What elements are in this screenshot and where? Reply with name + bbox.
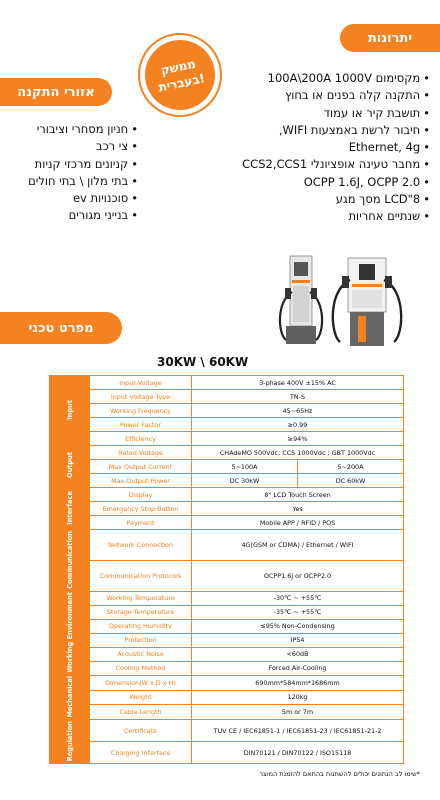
spec-title: 30KW \ 60KW <box>157 355 249 369</box>
spec-label: Certificate <box>90 720 192 742</box>
table-row <box>50 530 404 561</box>
spec-heading: מפרט טכני <box>0 312 122 344</box>
spec-label: Network Connection <box>90 530 192 561</box>
spec-label: Rated Voltage <box>90 446 192 460</box>
table-row <box>50 720 404 742</box>
spec-value: 120kg <box>192 690 404 705</box>
spec-label: Emergency Stop Button <box>90 502 192 516</box>
areas-list <box>8 121 138 225</box>
spec-value: CHAdeMO 500Vdc; CCS 1000Vdc ; GBT 1000Vdc <box>192 446 404 460</box>
table-row <box>50 418 404 432</box>
list-item: • קניונים מרכזי קניות <box>8 156 138 173</box>
table-row <box>50 633 404 647</box>
spec-value: 5m or 7m <box>192 705 404 720</box>
spec-label: Power Factor <box>90 418 192 432</box>
spec-label: Max Output Power <box>90 474 192 488</box>
spec-label: Communication Protocols <box>90 561 192 592</box>
table-row <box>50 605 404 619</box>
list-item: • התקנה קלה בפנים או בחוץ <box>230 87 430 104</box>
hebrew-interface-badge <box>138 33 222 117</box>
list-item: • סוכנויות ev <box>8 190 138 207</box>
list-item: • חיבור לרשת באמצעות WIFI, <box>230 122 430 139</box>
spec-label: Efficiency <box>90 432 192 446</box>
spec-label: Input Voltage <box>90 376 192 390</box>
table-row <box>50 561 404 592</box>
table-row <box>50 705 404 720</box>
table-row <box>50 661 404 675</box>
spec-label: Cooling Method <box>90 661 192 675</box>
charger-60kw-image <box>322 254 412 348</box>
spec-label: Working Temperature <box>90 592 192 606</box>
spec-value: IP54 <box>192 633 404 647</box>
spec-value: 8" LCD Touch Screen <box>192 488 404 502</box>
list-item: • Ethernet, 4g <box>230 139 430 156</box>
table-row <box>50 404 404 418</box>
spec-value: <60dB <box>192 647 404 661</box>
spec-label: Input Voltage Type <box>90 390 192 404</box>
spec-value: 3-phase 400V ±15% AC <box>192 376 404 390</box>
spec-label: Working Frequency <box>90 404 192 418</box>
list-item: • צי רכב <box>8 138 138 155</box>
list-item: • תושבת קיר או עמוד <box>230 105 430 122</box>
spec-label: Acoustic Noise <box>90 647 192 661</box>
table-row <box>50 675 404 690</box>
spec-value: 5~100A <box>192 460 298 474</box>
list-item: • שנתיים אחריות <box>230 208 430 225</box>
table-row <box>50 647 404 661</box>
spec-value: DC 60kW <box>298 474 404 488</box>
spec-value: Mobile APP / RFID / POS <box>192 516 404 530</box>
spec-value: 4G(GSM or CDMA) / Ethernet / WIFI <box>192 530 404 561</box>
spec-label: Operating Humidity <box>90 619 192 633</box>
table-row <box>50 432 404 446</box>
table-row <box>50 376 404 390</box>
table-row <box>50 460 404 474</box>
spec-value: TN-S <box>192 390 404 404</box>
spec-value: ≥0.99 <box>192 418 404 432</box>
group-label: Mechanical <box>50 675 90 720</box>
group-label: Regulation <box>50 720 90 764</box>
spec-label: Cable Length <box>90 705 192 720</box>
table-row <box>50 474 404 488</box>
spec-label: Payment <box>90 516 192 530</box>
spec-label: Max Output Current <box>90 460 192 474</box>
badge-line-2: בעברית! <box>157 71 207 95</box>
badge-line-1: ממשק <box>159 56 198 78</box>
table-row <box>50 592 404 606</box>
table-row <box>50 690 404 705</box>
table-row <box>50 390 404 404</box>
group-label: Working Environment <box>50 592 90 676</box>
group-label: Input <box>50 376 90 446</box>
spec-value: DC 30kW <box>192 474 298 488</box>
areas-heading: אזורי התקנה <box>0 78 112 106</box>
list-item: • בנייני מגורים <box>8 207 138 224</box>
table-row <box>50 502 404 516</box>
spec-table <box>49 375 404 764</box>
spec-value: ≤95% Non-Condensing <box>192 619 404 633</box>
table-row <box>50 619 404 633</box>
spec-label: Display <box>90 488 192 502</box>
list-item: • מקסימום 100A\200A 1000V <box>230 70 430 87</box>
spec-label: Storage Temperature <box>90 605 192 619</box>
table-row <box>50 446 404 460</box>
spec-value: -35℃ ~ +55℃ <box>192 605 404 619</box>
list-item: • מחבר טעינה אופציונלי CCS2,CCS1 <box>230 156 430 173</box>
spec-value: TUV CE / IEC61851-1 / IEC61851-23 / IEC61851-21-2 <box>192 720 404 742</box>
spec-value: DIN70121 / DIN70122 / ISO15118 <box>192 742 404 764</box>
group-label: Interface <box>50 488 90 530</box>
table-row <box>50 742 404 764</box>
footnote: *שימו לב הנתונים יכולים להשתנות בהתאם להזמנת המוצר <box>259 770 420 778</box>
group-label: Communication <box>50 530 90 592</box>
list-item: • בתי מלון \ בתי חולים <box>8 173 138 190</box>
spec-value: 45~65Hz <box>192 404 404 418</box>
benefits-list <box>230 70 430 226</box>
spec-label: Weight <box>90 690 192 705</box>
list-item: • OCPP 1.6J, OCPP 2.0 <box>230 174 430 191</box>
list-item: • LCD"8 מסך מגע <box>230 191 430 208</box>
spec-label: Dimension(W x D x H) <box>90 675 192 690</box>
spec-value: Forced Air-Cooling <box>192 661 404 675</box>
spec-value: OCPP1.6J or OCPP2.0 <box>192 561 404 592</box>
spec-label: Protection <box>90 633 192 647</box>
table-row <box>50 488 404 502</box>
spec-label: Charging Interface <box>90 742 192 764</box>
spec-value: 5~200A <box>298 460 404 474</box>
spec-value: -30℃ ~ +55℃ <box>192 592 404 606</box>
spec-value: ≥94% <box>192 432 404 446</box>
benefits-heading: יתרונות <box>340 24 440 52</box>
list-item: • חניון מסחרי וציבורי <box>8 121 138 138</box>
spec-value: Yes <box>192 502 404 516</box>
table-row <box>50 516 404 530</box>
group-label: Output <box>50 446 90 488</box>
spec-value: 690mm*584mm*1686mm <box>192 675 404 690</box>
